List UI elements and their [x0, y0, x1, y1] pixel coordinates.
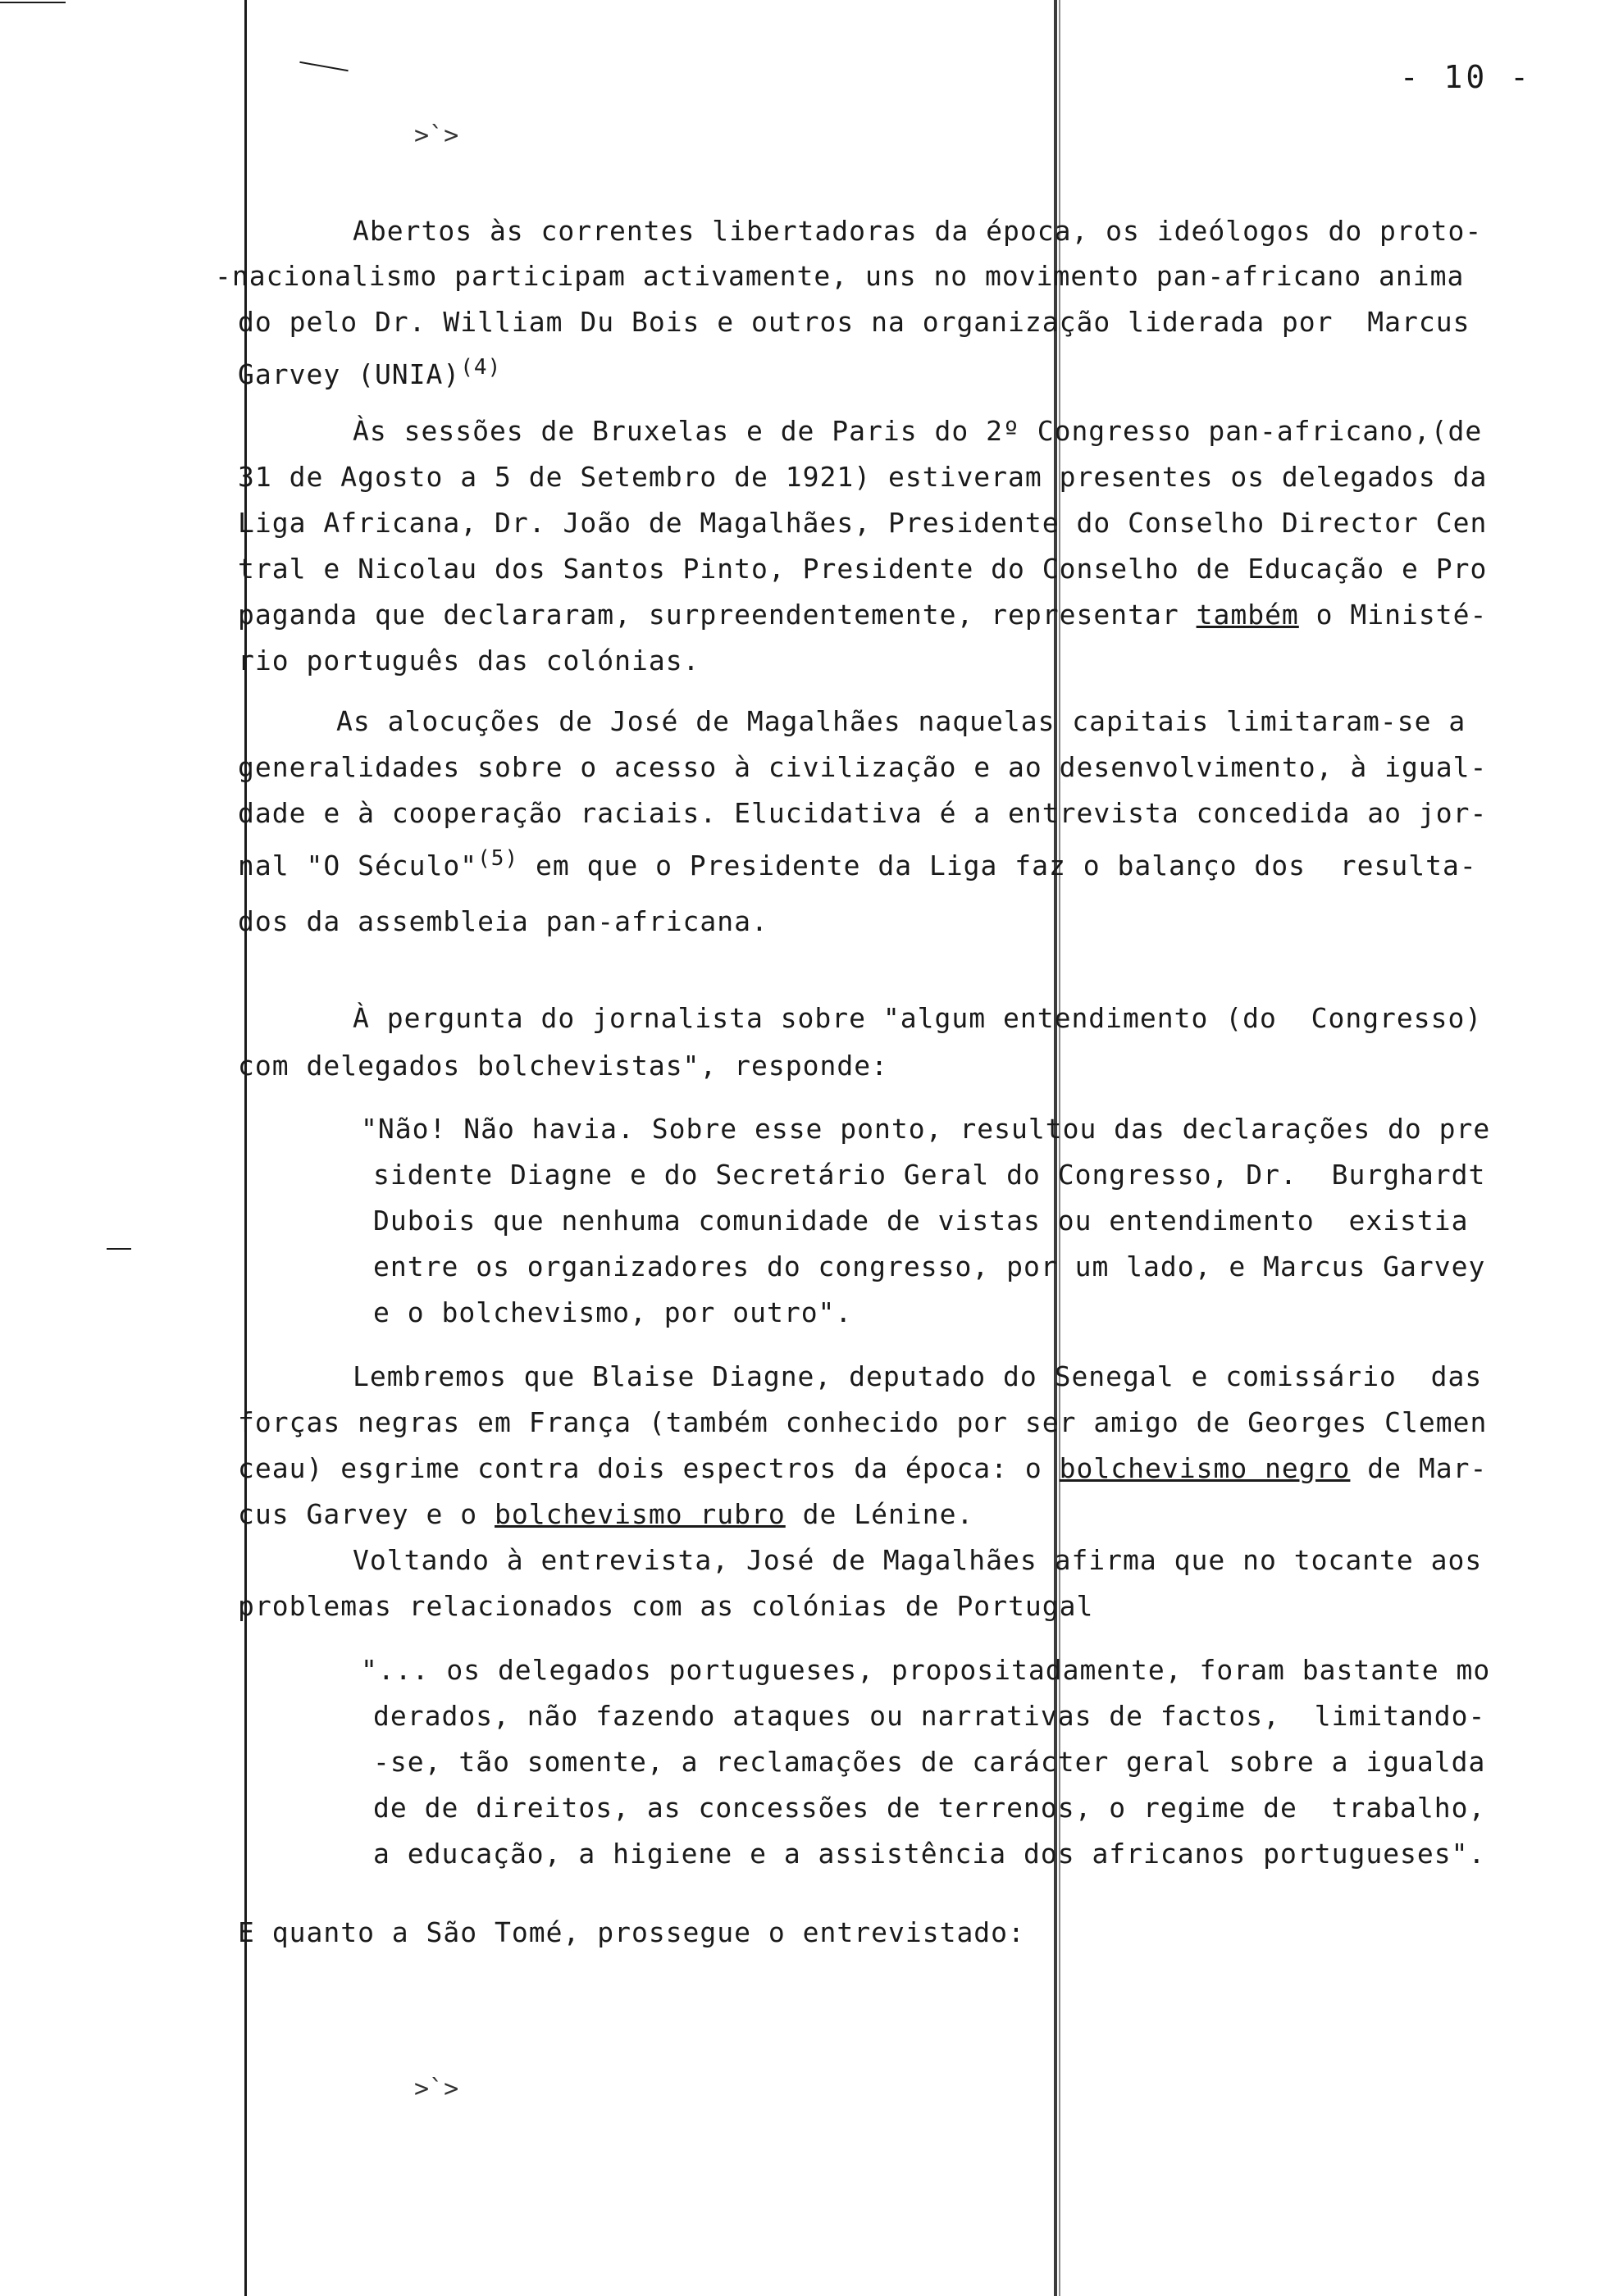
- left-margin-line: [244, 0, 247, 2296]
- q2-line-5: a educação, a higiene e a assistência dos africanos portugueses".: [373, 1838, 1486, 1870]
- p3-line-3: dade e à cooperação raciais. Elucidativa é a entrevista concedida ao jor-: [238, 797, 1488, 829]
- p1-line-4-text: Garvey (UNIA): [238, 358, 461, 390]
- p2-line-1: Às sessões de Bruxelas e de Paris do 2º Congresso pan-africano,(de: [353, 415, 1483, 447]
- q1-line-4: entre os organizadores do congresso, por um lado, e Marcus Garvey: [373, 1250, 1486, 1282]
- q1-line-3: Dubois que nenhuma comunidade de vistas ou entendimento existia: [373, 1205, 1469, 1237]
- corner-tick: [0, 2, 66, 3]
- p1-line-4: [238, 355, 501, 390]
- p5-line-4-text: cus Garvey e o: [238, 1498, 495, 1530]
- p2-line-6: rio português das colónias.: [238, 645, 700, 676]
- p5-line-1: Lembremos que Blaise Diagne, deputado do Senegal e comissário das: [353, 1360, 1483, 1392]
- p2-line-5-text: paganda que declararam, surpreendentemente, representar: [238, 599, 1197, 631]
- q2-line-2: derados, não fazendo ataques ou narrativas de factos, limitando-: [373, 1700, 1486, 1732]
- p3-line-2: generalidades sobre o acesso à civilização e ao desenvolvimento, à igual-: [238, 751, 1488, 783]
- q1-line-5: e o bolchevismo, por outro".: [373, 1296, 853, 1328]
- p5-line-3: [238, 1452, 1487, 1484]
- footnote-4: (4): [460, 355, 502, 380]
- underlined-bolchevismo-negro: bolchevismo negro: [1059, 1452, 1351, 1484]
- p1-line-1: Abertos às correntes libertadoras da época, os ideólogos do proto-: [353, 215, 1483, 247]
- q2-line-4: de de direitos, as concessões de terrenos, o regime de trabalho,: [373, 1792, 1486, 1824]
- p3-line-4-text: nal "O Século": [238, 850, 478, 882]
- footnote-5: (5): [477, 846, 519, 871]
- p5-line-3-text: ceau) esgrime contra dois espectros da época: o: [238, 1452, 1060, 1484]
- p3-line-4-end: em que o Presidente da Liga faz o balanço dos resulta-: [518, 850, 1477, 882]
- q1-line-1: "Não! Não havia. Sobre esse ponto, resultou das declarações do pre: [361, 1113, 1491, 1145]
- q1-line-2: sidente Diagne e do Secretário Geral do Congresso, Dr. Burghardt: [373, 1159, 1486, 1191]
- closing-line: E quanto a São Tomé, prossegue o entrevistado:: [238, 1916, 1025, 1948]
- p1-line-2: -nacionalismo participam activamente, uns no movimento pan-africano anima: [215, 260, 1465, 292]
- center-fold-shadow: [1059, 0, 1060, 2296]
- p6-line-1: Voltando à entrevista, José de Magalhães afirma que no tocante aos: [353, 1544, 1483, 1576]
- p2-line-3: Liga Africana, Dr. João de Magalhães, Presidente do Conselho Director Cen: [238, 507, 1488, 539]
- p1-line-3: do pelo Dr. William Du Bois e outros na organização liderada por Marcus: [238, 306, 1470, 338]
- p3-line-1: As alocuções de José de Magalhães naquelas capitais limitaram-se a: [336, 705, 1466, 737]
- margin-dash: [107, 1248, 131, 1250]
- p5-line-3-end: de Mar-: [1350, 1452, 1488, 1484]
- p2-line-4: tral e Nicolau dos Santos Pinto, Presidente do Conselho de Educação e Pro: [238, 553, 1488, 585]
- scribble-mark: [299, 61, 348, 71]
- p6-line-2: problemas relacionados com as colónias de Portugal: [238, 1590, 1094, 1622]
- p3-line-5: dos da assembleia pan-africana.: [238, 905, 768, 937]
- p5-line-4: [238, 1498, 973, 1530]
- p5-line-2: forças negras em França (também conhecido por ser amigo de Georges Clemen: [238, 1406, 1488, 1438]
- p4-line-1: À pergunta do jornalista sobre "algum entendimento (do Congresso): [353, 1002, 1483, 1034]
- page-number: - 10 -: [1399, 59, 1532, 95]
- underlined-bolchevismo-rubro: bolchevismo rubro: [495, 1498, 786, 1530]
- p2-line-2: 31 de Agosto a 5 de Setembro de 1921) estiveram presentes os delegados da: [238, 461, 1488, 493]
- q2-line-1: "... os delegados portugueses, propositadamente, foram bastante mo: [361, 1654, 1491, 1686]
- p5-line-4-end: de Lénine.: [785, 1498, 974, 1530]
- q2-line-3: -se, tão somente, a reclamações de carácter geral sobre a igualda: [373, 1746, 1486, 1778]
- p4-line-2: com delegados bolchevistas", responde:: [238, 1050, 888, 1082]
- center-fold-line: [1054, 0, 1057, 2296]
- decorative-mark-top: >`>: [414, 121, 459, 150]
- p2-line-5: [238, 599, 1487, 631]
- p3-line-4: [238, 846, 1477, 882]
- underlined-tambem: também: [1196, 599, 1299, 631]
- decorative-mark-bottom: >`>: [414, 2075, 459, 2103]
- p2-line-5-end: o Ministé-: [1298, 599, 1488, 631]
